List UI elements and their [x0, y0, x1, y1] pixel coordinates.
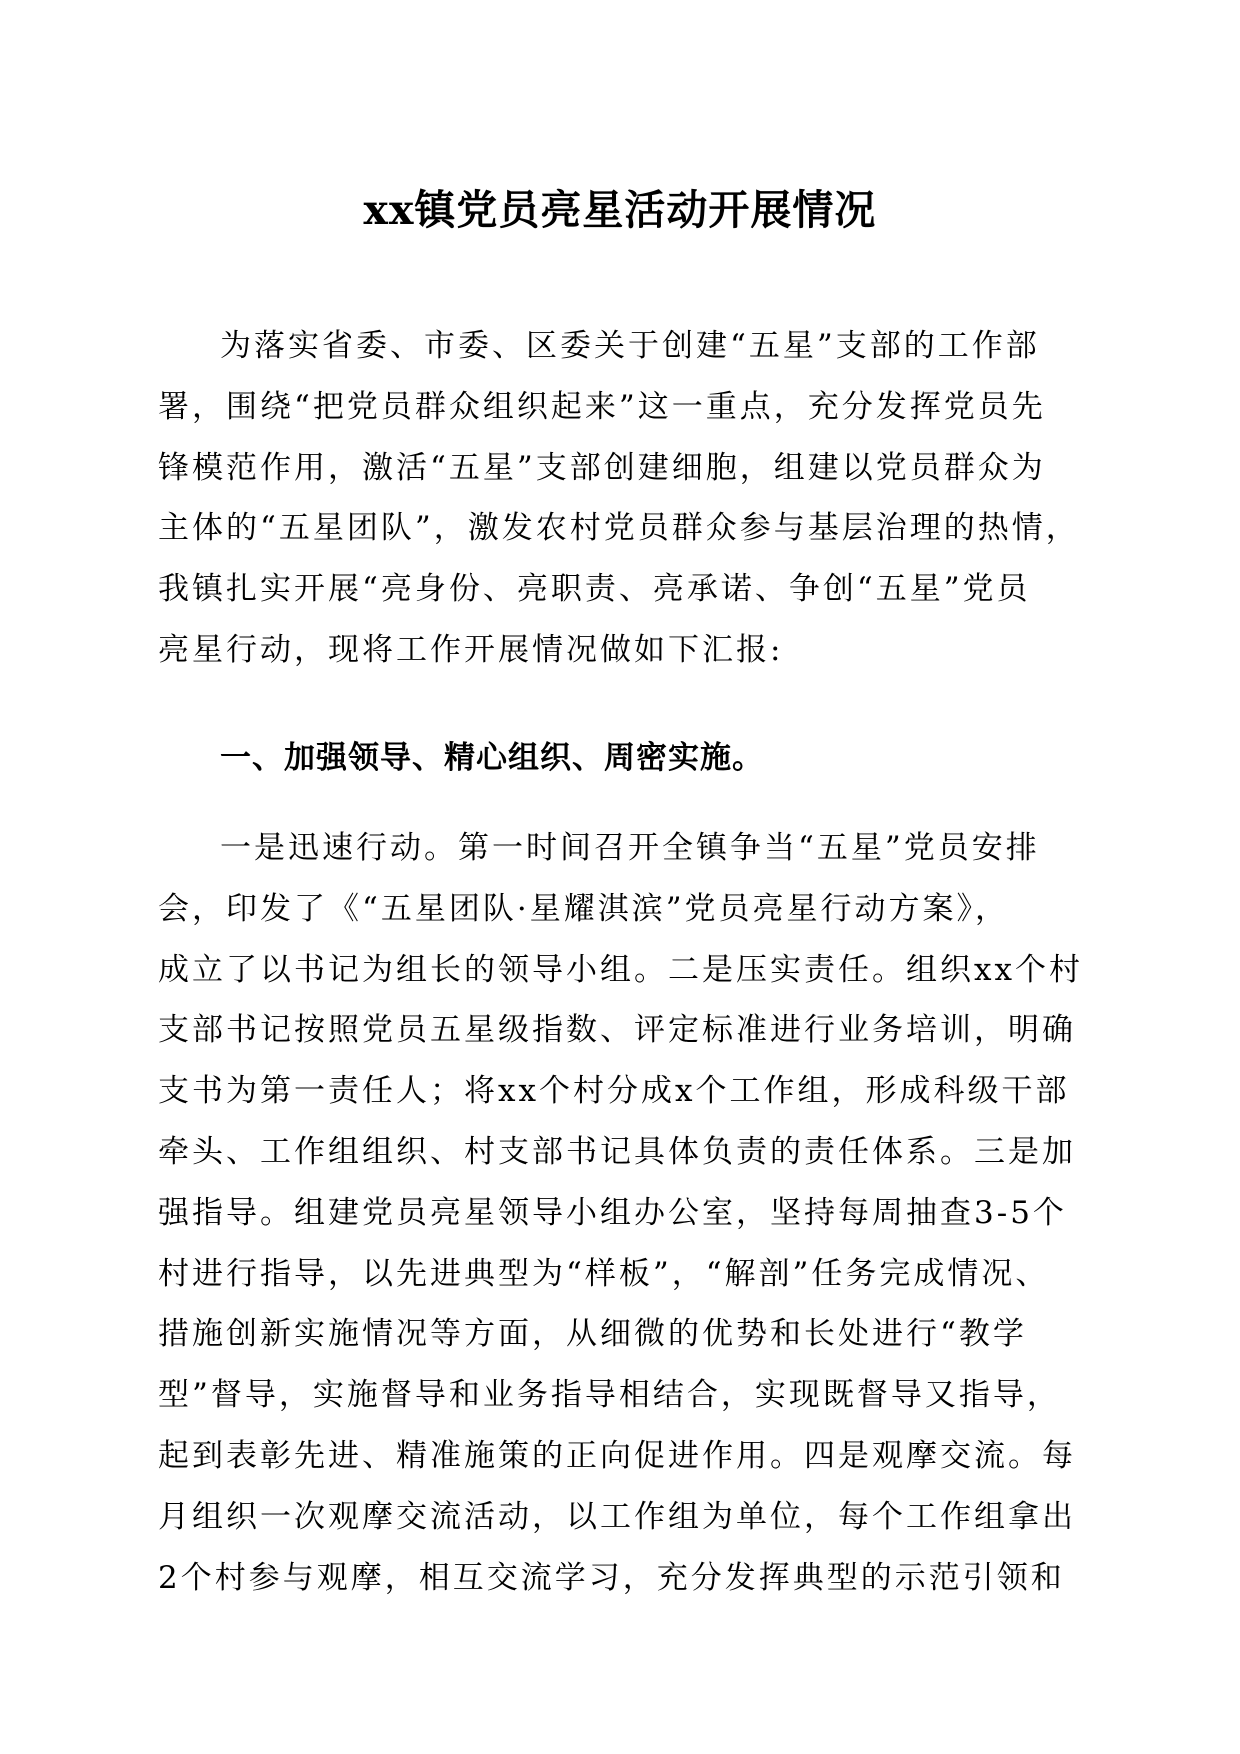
intro-paragraph: [158, 316, 1088, 681]
section-heading: 一、加强领导、精心组织、周密实施。: [220, 740, 764, 776]
paragraph-line: 月组织一次观摩交流活动，以工作组为单位，每个工作组拿出: [158, 1498, 1076, 1535]
paragraph-line: 一是迅速行动。第一时间召开全镇争当“五星”党员安排: [220, 830, 1040, 866]
section-paragraph: [158, 818, 1088, 1608]
paragraph-line: 为落实省委、市委、区委关于创建“五星”支部的工作部: [220, 328, 1040, 364]
paragraph-line: 起到表彰先进、精准施策的正向促进作用。四是观摩交流。每: [158, 1437, 1076, 1474]
paragraph-line: 村进行指导，以先进典型为“样板”，“解剖”任务完成情况、: [158, 1255, 1050, 1292]
paragraph-line: 2个村参与观摩，相互交流学习，充分发挥典型的示范引领和: [158, 1559, 1065, 1596]
paragraph-line: 措施创新实施情况等方面，从细微的优势和长处进行“教学: [158, 1316, 1027, 1353]
paragraph-line: 支书为第一责任人；将xx个村分成x个工作组，形成科级干部: [158, 1073, 1070, 1110]
paragraph-line: 会，印发了《“五星团队·星耀淇滨”党员亮星行动方案》，: [158, 890, 1010, 927]
paragraph-line: 主体的“五星团队”，激发农村党员群众参与基层治理的热情，: [158, 510, 1080, 547]
paragraph-line: 型”督导，实施督导和业务指导相结合，实现既督导又指导，: [158, 1377, 1061, 1414]
paragraph-line: 锋模范作用，激活“五星”支部创建细胞，组建以党员群众为: [158, 449, 1046, 486]
paragraph-line: 亮星行动，现将工作开展情况做如下汇报:: [158, 631, 784, 668]
paragraph-line: 强指导。组建党员亮星领导小组办公室，坚持每周抽查3-5个: [158, 1194, 1067, 1231]
paragraph-line: 牵头、工作组组织、村支部书记具体负责的责任体系。三是加: [158, 1133, 1076, 1170]
paragraph-line: 支部书记按照党员五星级指数、评定标准进行业务培训，明确: [158, 1012, 1076, 1049]
paragraph-line: 我镇扎实开展“亮身份、亮职责、亮承诺、争创“五星”党员: [158, 571, 1031, 608]
document-title: xx镇党员亮星活动开展情况: [363, 186, 877, 234]
paragraph-line: 成立了以书记为组长的领导小组。二是压实责任。组织xx个村: [158, 951, 1083, 988]
paragraph-line: 署，围绕“把党员群众组织起来”这一重点，充分发挥党员先: [158, 388, 1046, 425]
